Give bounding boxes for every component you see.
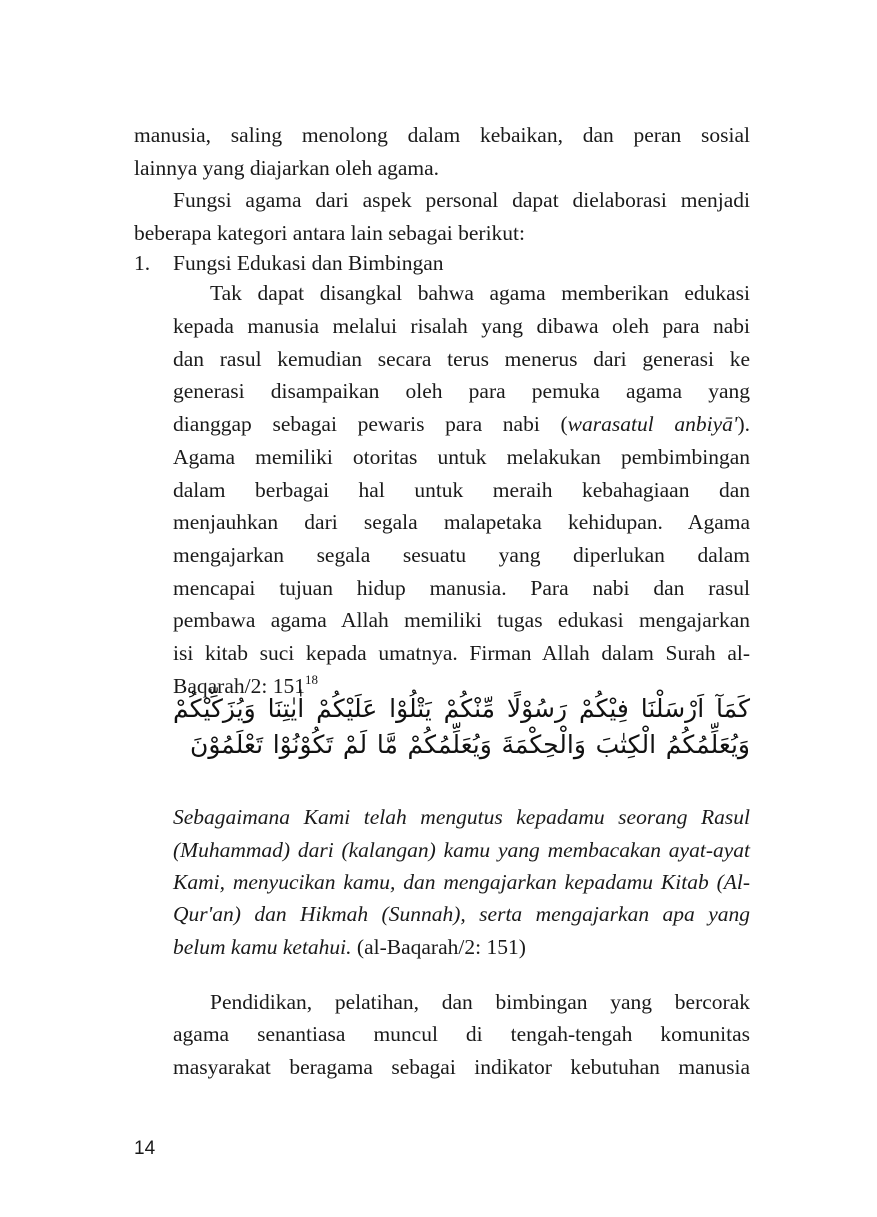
text-line: Pendidikan, pelatihan, dan bimbingan yang bercorak bbox=[210, 990, 750, 1014]
text-line: dan rasul kemudian secara terus menerus dari generasi ke bbox=[173, 347, 750, 371]
text-line bbox=[173, 409, 750, 439]
citation: (al-Baqarah/2: 151) bbox=[351, 935, 526, 959]
list-item-heading bbox=[134, 248, 750, 278]
text-line: Tak dapat disangkal bahwa agama memberikan edukasi bbox=[210, 281, 750, 305]
text: ). bbox=[737, 412, 751, 436]
text-line: isi kitab suci kepada umatnya. Firman Allah dalam Surah al- bbox=[173, 641, 750, 665]
arabic-line: وَيُعَلِّمُكُمُ الْكِتٰبَ وَالْحِكْمَةَ وَيُعَلِّمُكُمْ مَّا لَمْ تَكُوْنُوْا تَعْلَمُوْنَ bbox=[190, 730, 750, 759]
page-number: 14 bbox=[134, 1138, 156, 1159]
text-line: kepada manusia melalui risalah yang dibawa oleh para nabi bbox=[173, 314, 750, 338]
text: dianggap sebagai pewaris para nabi ( bbox=[173, 412, 568, 436]
text: Baqarah/2: 151 bbox=[173, 674, 305, 698]
text-line: (Muhammad) dari (kalangan) kamu yang membacakan ayat-ayat bbox=[173, 838, 750, 862]
text-line: masyarakat beragama sebagai indikator kebutuhan manusia bbox=[173, 1055, 750, 1079]
text-line: manusia, saling menolong dalam kebaikan, dan peran sosial bbox=[134, 123, 750, 147]
text-line: Qur'an) dan Hikmah (Sunnah), serta mengajarkan apa yang bbox=[173, 902, 750, 926]
text-line: agama senantiasa muncul di tengah-tengah komunitas bbox=[173, 1022, 750, 1046]
text-line: Sebagaimana Kami telah mengutus kepadamu seorang Rasul bbox=[173, 805, 750, 829]
text-line: generasi disampaikan oleh para pemuka agama yang bbox=[173, 379, 750, 403]
text: belum kamu ketahui. bbox=[173, 935, 352, 959]
text-line: mengajarkan segala sesuatu yang diperlukan dalam bbox=[173, 543, 750, 567]
text-line: mencapai tujuan hidup manusia. Para nabi dan rasul bbox=[173, 576, 750, 600]
text-line: pembawa agama Allah memiliki tugas edukasi mengajarkan bbox=[173, 608, 750, 632]
text-line: dalam berbagai hal untuk meraih kebahagiaan dan bbox=[173, 478, 750, 502]
text-line: Fungsi agama dari aspek personal dapat dielaborasi menjadi bbox=[173, 188, 750, 212]
footnote-ref: 18 bbox=[304, 672, 318, 687]
text-line: menjauhkan dari segala malapetaka kehidupan. Agama bbox=[173, 510, 750, 534]
arabic-line: كَمَآ اَرْسَلْنَا فِيْكُمْ رَسُوْلًا مِّنْكُمْ يَتْلُوْا عَلَيْكُمْ اٰيٰتِنَا وَيُزَكِّيْكُمْ bbox=[173, 694, 750, 723]
transliteration: warasatul anbiyā' bbox=[567, 412, 738, 436]
text-line: Kami, menyucikan kamu, dan mengajarkan kepadamu Kitab (Al- bbox=[173, 870, 750, 894]
list-number: 1. bbox=[134, 251, 151, 275]
text-line: lainnya yang diajarkan oleh agama. bbox=[134, 156, 440, 180]
list-title: Fungsi Edukasi dan Bimbingan bbox=[173, 251, 444, 275]
text-line: Agama memiliki otoritas untuk melakukan pembimbingan bbox=[173, 445, 750, 469]
text-line: beberapa kategori antara lain sebagai berikut: bbox=[134, 221, 525, 245]
text-line bbox=[173, 932, 750, 962]
